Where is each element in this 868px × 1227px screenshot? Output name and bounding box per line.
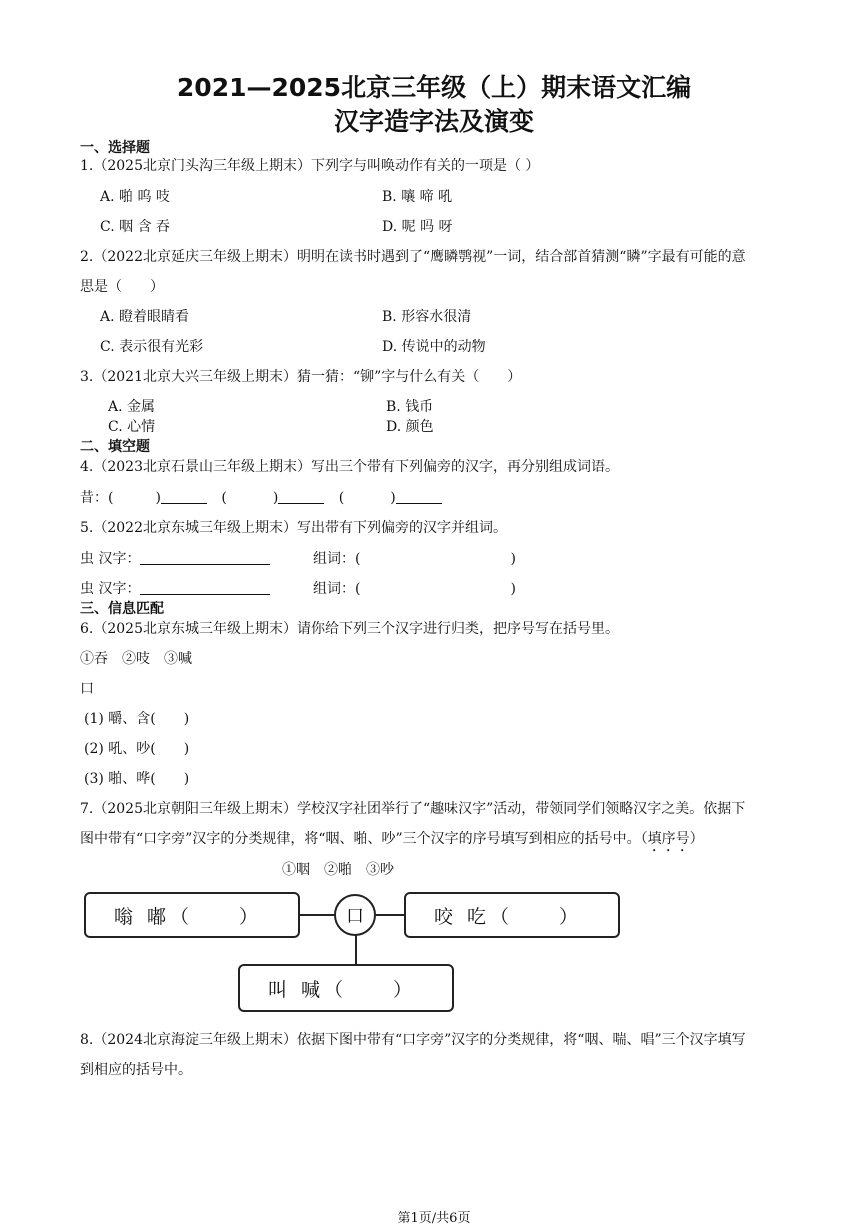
question-5-row2-words: 组词：( ) xyxy=(313,581,516,597)
question-6-radical: 口 xyxy=(80,681,94,697)
question-5-row1-label: 虫 汉字： xyxy=(80,551,141,567)
diagram-bottom-box[interactable]: 叫 喊（ ） xyxy=(238,964,454,1012)
diagram-connector-left xyxy=(298,914,336,916)
question-5-row-2 xyxy=(80,578,270,598)
question-6-group-2: (2) 吼、吵( ) xyxy=(84,741,190,757)
question-5-row1-words: 组词：( ) xyxy=(313,551,516,567)
question-4-prefix: 昔： xyxy=(80,490,108,506)
question-1-option-b: B. 嚷 啼 吼 xyxy=(382,189,453,205)
question-4-lparen-3: ( xyxy=(338,490,345,506)
section-heading-choice: 一、选择题 xyxy=(80,140,150,156)
page-title-line2: 汉字造字法及演变 xyxy=(333,107,534,136)
question-6-stem: 6.（2025北京东城三年级上期末）请你给下列三个汉字进行归类，把序号写在括号里。 xyxy=(80,621,619,637)
question-4-answer-row xyxy=(80,487,442,507)
question-3-option-a: A. 金属 xyxy=(108,399,156,415)
question-6-group-3: (3) 啪、哗( ) xyxy=(84,771,190,787)
diagram-center-radical: 口 xyxy=(334,894,376,936)
question-5-row1-char-blank[interactable] xyxy=(140,550,270,565)
question-5-row-1 xyxy=(80,548,270,568)
question-2-option-d: D. 传说中的动物 xyxy=(382,339,486,355)
diagram-left-box[interactable]: 嗡 嘟（ ） xyxy=(84,892,300,938)
question-2-option-a: A. 瞪着眼睛看 xyxy=(100,309,190,325)
question-7-stem-line2: 图中带有“口字旁”汉字的分类规律，将“咽、啪、吵”三个汉字的序号填写到相应的括号中。（填序号） xyxy=(80,831,704,847)
diagram-right-box[interactable]: 咬 吃（ ） xyxy=(404,892,620,938)
question-5-row2-char-blank[interactable] xyxy=(140,580,270,595)
question-1-option-a: A. 啪 呜 吱 xyxy=(100,189,170,205)
question-4-rparen-3: ) xyxy=(390,490,396,506)
diagram-connector-down xyxy=(355,935,357,965)
question-5-row2-label: 虫 汉字： xyxy=(80,581,141,597)
question-1-option-d: D. 呢 吗 呀 xyxy=(382,219,453,235)
question-2-option-b: B. 形容水很清 xyxy=(382,309,472,325)
question-8-stem-line1: 8.（2024北京海淀三年级上期末）依据下图中带有“口字旁”汉字的分类规律，将“咽、喘、唱”三个汉字填写 xyxy=(80,1032,746,1048)
question-2-stem-line1: 2.（2022北京延庆三年级上期末）明明在读书时遇到了“鹰瞵鹗视”一词，结合部首猜测“瞵”字最有可能的意 xyxy=(80,249,746,265)
question-7-chars: ①咽 ②啪 ③吵 xyxy=(282,862,394,878)
question-6-group-1: (1) 嚼、含( ) xyxy=(84,711,190,727)
question-4-blank-1[interactable] xyxy=(161,489,207,504)
question-3-stem: 3.（2021北京大兴三年级上期末）猜一猜：“铆”字与什么有关（ ） xyxy=(80,369,522,385)
question-4-rparen-2: ) xyxy=(272,490,279,506)
question-7-emphasis: 填序号 xyxy=(647,831,690,847)
question-4-rparen-1: ) xyxy=(155,490,161,506)
question-4-blank-2[interactable] xyxy=(278,489,324,504)
question-5-stem: 5.（2022北京东城三年级上期末）写出带有下列偏旁的汉字并组词。 xyxy=(80,520,507,536)
question-4-stem: 4.（2023北京石景山三年级上期末）写出三个带有下列偏旁的汉字，再分别组成词语。 xyxy=(80,459,619,475)
question-6-chars: ①吞 ②吱 ③喊 xyxy=(80,651,192,667)
section-heading-match: 三、信息匹配 xyxy=(80,601,164,617)
question-7-stem-line1: 7.（2025北京朝阳三年级上期末）学校汉字社团举行了“趣味汉字”活动，带领同学们领略汉字之美。依据下 xyxy=(80,801,746,817)
question-1-option-c: C. 咽 含 吞 xyxy=(100,219,171,235)
section-heading-fill: 二、填空题 xyxy=(80,439,150,455)
diagram-connector-right xyxy=(376,914,406,916)
question-8-stem-line2: 到相应的括号中。 xyxy=(80,1062,192,1078)
page-number: 第1页/共6页 xyxy=(397,1211,471,1226)
question-2-stem-line2: 思是（ ） xyxy=(80,279,164,295)
question-1-stem: 1.（2025北京门头沟三年级上期末）下列字与叫唤动作有关的一项是（ ） xyxy=(80,158,540,174)
page-title-line1: 2021—2025北京三年级（上）期末语文汇编 xyxy=(176,73,692,102)
question-4-lparen-2: ( xyxy=(221,490,227,506)
question-2-option-c: C. 表示很有光彩 xyxy=(100,339,204,355)
question-3-option-b: B. 钱币 xyxy=(386,399,434,415)
question-3-option-c: C. 心情 xyxy=(108,419,156,435)
question-4-lparen-1: ( xyxy=(108,490,114,506)
question-4-blank-3[interactable] xyxy=(396,489,442,504)
question-3-option-d: D. 颜色 xyxy=(386,419,434,435)
